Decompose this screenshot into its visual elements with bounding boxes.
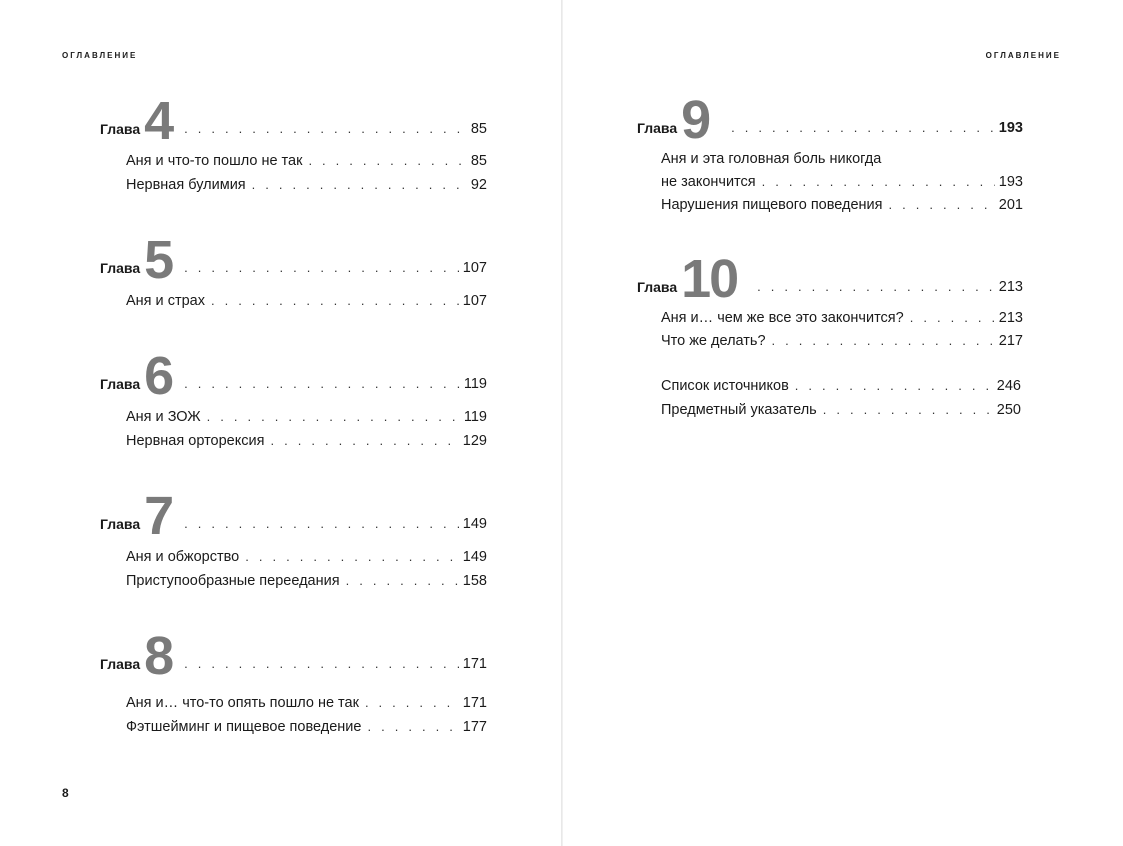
entry-page-number: 158 [462, 573, 487, 589]
chapter-page-number: 119 [463, 376, 487, 392]
toc-entry[interactable] [661, 330, 1023, 350]
chapter-7-row[interactable] [100, 483, 487, 546]
chapter-number: 6 [144, 346, 173, 406]
leader-dots [184, 259, 459, 277]
chapter-page-number: 149 [462, 516, 487, 532]
running-head: ОГЛАВЛЕНИЕ [62, 51, 138, 60]
chapter-4-row[interactable] [100, 88, 487, 151]
toc-entry-sources[interactable] [661, 375, 1021, 395]
entry-page-number: 119 [463, 409, 487, 425]
toc-entry[interactable] [126, 716, 487, 736]
leader-dots [346, 572, 459, 590]
right-page [563, 0, 1123, 846]
entry-page-number: 246 [996, 378, 1021, 394]
chapter-label: Глава [100, 516, 141, 532]
entry-page-number: 193 [998, 174, 1023, 190]
entry-title: Аня и обжорство [126, 549, 240, 565]
leader-dots [762, 173, 995, 191]
leader-dots [211, 292, 459, 310]
toc-entry[interactable] [661, 171, 1023, 191]
chapter-label: Глава [637, 279, 678, 295]
entry-page-number: 250 [996, 402, 1021, 418]
entry-title: Предметный указатель [661, 402, 817, 418]
toc-entry[interactable] [126, 692, 487, 712]
entry-title: Список источников [661, 378, 789, 394]
chapter-number: 5 [144, 230, 173, 290]
chapter-8-row[interactable] [100, 623, 487, 686]
chapter-page-number: 213 [998, 279, 1023, 295]
entry-page-number: 177 [462, 719, 487, 735]
chapter-page-number: 85 [470, 121, 487, 137]
chapter-9-row[interactable] [637, 87, 1023, 150]
entry-page-number: 107 [462, 293, 487, 309]
chapter-number: 8 [144, 626, 173, 686]
toc-entry[interactable] [126, 430, 487, 450]
chapter-label: Глава [637, 120, 678, 136]
leader-dots [889, 196, 995, 214]
entry-page-number: 201 [998, 197, 1023, 213]
entry-title-line[interactable]: Аня и эта головная боль никогда [661, 151, 882, 167]
chapter-number: 4 [144, 91, 173, 151]
chapter-6-row[interactable] [100, 343, 487, 406]
leader-dots [910, 309, 995, 327]
chapter-10-row[interactable] [637, 246, 1023, 309]
entry-page-number: 149 [462, 549, 487, 565]
leader-dots [795, 377, 993, 395]
entry-title: Аня и… чем же все это закончится? [661, 310, 904, 326]
entry-title: Нарушения пищевого поведения [661, 197, 883, 213]
leader-dots [757, 278, 995, 296]
leader-dots [772, 332, 995, 350]
chapter-number: 9 [681, 90, 710, 150]
leader-dots [184, 120, 465, 138]
toc-entry[interactable] [126, 406, 487, 426]
entry-title: Нервная булимия [126, 177, 246, 193]
chapter-page-number: 193 [998, 120, 1023, 136]
leader-dots [252, 176, 465, 194]
running-head: ОГЛАВЛЕНИЕ [985, 51, 1061, 60]
chapter-label: Глава [100, 656, 141, 672]
leader-dots [245, 548, 459, 566]
entry-title: Аня и что-то пошло не так [126, 153, 303, 169]
page-number: 8 [62, 786, 69, 800]
toc-entry[interactable] [661, 194, 1023, 214]
toc-entry[interactable] [661, 307, 1023, 327]
chapter-page-number: 107 [462, 260, 487, 276]
toc-entry[interactable] [126, 570, 487, 590]
toc-entry[interactable] [126, 290, 487, 310]
leader-dots [184, 515, 459, 533]
entry-page-number: 92 [470, 177, 487, 193]
entry-page-number: 85 [470, 153, 487, 169]
leader-dots [184, 655, 459, 673]
entry-title: не закончится [661, 174, 756, 190]
chapter-label: Глава [100, 121, 141, 137]
leader-dots [731, 119, 995, 137]
chapter-label: Глава [100, 376, 141, 392]
leader-dots [365, 694, 459, 712]
toc-entry[interactable] [126, 174, 487, 194]
chapter-number: 10 [681, 249, 738, 309]
toc-entry[interactable] [126, 546, 487, 566]
chapter-number: 7 [144, 486, 173, 546]
leader-dots [308, 152, 465, 170]
entry-title: Аня и страх [126, 293, 205, 309]
entry-title: Что же делать? [661, 333, 766, 349]
toc-entry[interactable] [126, 150, 487, 170]
chapter-5-row[interactable] [100, 227, 487, 290]
entry-title: Приступообразные переедания [126, 573, 340, 589]
entry-page-number: 213 [998, 310, 1023, 326]
left-page [0, 0, 561, 846]
entry-title: Фэтшейминг и пищевое поведение [126, 719, 362, 735]
chapter-page-number: 171 [462, 656, 487, 672]
toc-entry-index[interactable] [661, 399, 1021, 419]
leader-dots [823, 401, 993, 419]
entry-page-number: 217 [998, 333, 1023, 349]
leader-dots [207, 408, 460, 426]
entry-title: Аня и ЗОЖ [126, 409, 201, 425]
leader-dots [367, 718, 458, 736]
entry-page-number: 129 [462, 433, 487, 449]
leader-dots [270, 432, 458, 450]
entry-title: Аня и… что-то опять пошло не так [126, 695, 359, 711]
leader-dots [184, 375, 460, 393]
entry-page-number: 171 [462, 695, 487, 711]
chapter-label: Глава [100, 260, 141, 276]
entry-title: Нервная орторексия [126, 433, 265, 449]
